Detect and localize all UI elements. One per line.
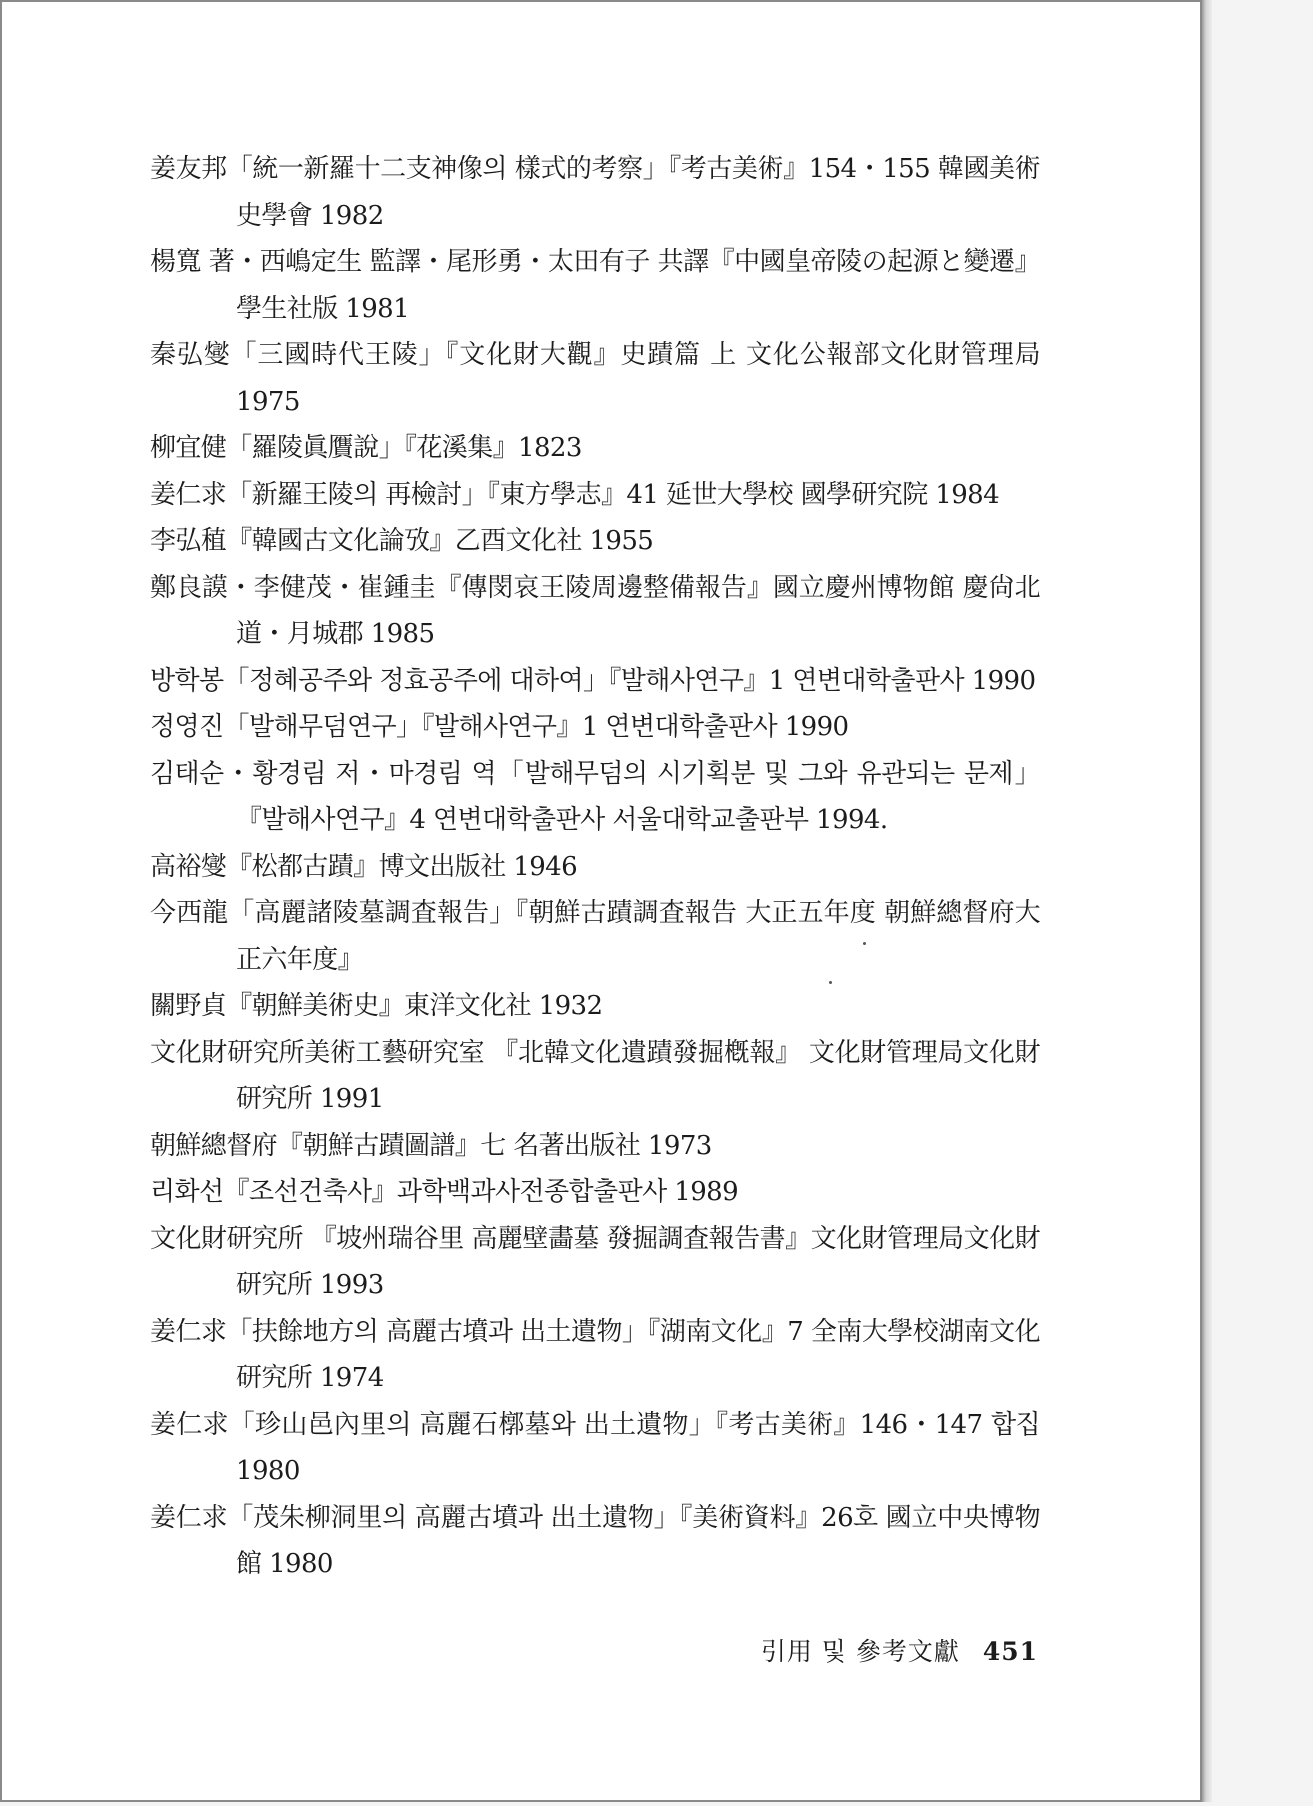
reference-entry: 柳宜健「羅陵眞贋說」『花溪集』1823 bbox=[150, 433, 582, 463]
reference-list bbox=[150, 146, 1040, 1588]
reference-entry: 姜仁求「扶餘地方의 高麗古墳과 出土遺物」『湖南文化』7 全南大學校湖南文化研究所 1974 bbox=[150, 1316, 1040, 1393]
reference-entry: 楊寬 著・西嶋定生 監譯・尾形勇・太田有子 共譯『中國皇帝陵の起源と變遷』學生社版 1981 bbox=[150, 247, 1040, 324]
page-footer bbox=[702, 1632, 1038, 1668]
reference-entry: 秦弘燮「三國時代王陵」『文化財大觀』史蹟篇 上 文化公報部文化財管理局 1975 bbox=[150, 340, 1040, 417]
reference-entry: 高裕燮『松都古蹟』博文出版社 1946 bbox=[150, 851, 578, 882]
reference-entry: 姜仁求「茂朱柳洞里의 高麗古墳과 出土遺物」『美術資料』26호 國立中央博物館 1980 bbox=[150, 1502, 1040, 1579]
running-section-title: 引用 및 參考文獻 bbox=[760, 1637, 960, 1666]
reference-entry: 김태순・황경림 저・마경림 역「발해무덤의 시기획분 및 그와 유관되는 문제」『발해사연구』4 연변대학출판사 서울대학교출판부 1994. bbox=[150, 758, 1040, 835]
reference-entry: 文化財研究所 『坡州瑞谷里 高麗壁畵墓 發掘調査報告書』文化財管理局文化財研究所 1993 bbox=[150, 1223, 1040, 1300]
reference-entry: 방학봉「정혜공주와 정효공주에 대하여」『발해사연구』1 연변대학출판사 1990 bbox=[150, 665, 1036, 696]
page-edge-shadow bbox=[1202, 0, 1212, 1802]
scan-speck bbox=[863, 942, 866, 945]
reference-entry: 姜友邦「統一新羅十二支神像의 樣式的考察」『考古美術』154・155 韓國美術史學會 1982 bbox=[150, 154, 1040, 231]
reference-entry: 姜仁求「新羅王陵의 再檢討」『東方學志』41 延世大學校 國學研究院 1984 bbox=[150, 479, 1000, 510]
page-number: 451 bbox=[982, 1637, 1038, 1666]
scan-speck bbox=[829, 981, 832, 984]
reference-entry: 李弘稙『韓國古文化論攷』乙酉文化社 1955 bbox=[150, 526, 654, 556]
reference-entry: 姜仁求「珍山邑內里의 高麗石槨墓와 出土遺物」『考古美術』146・147 합집 1980 bbox=[150, 1409, 1040, 1486]
reference-entry: 文化財研究所美術工藝研究室 『北韓文化遺蹟發掘槪報』 文化財管理局文化財研究所 1991 bbox=[150, 1037, 1040, 1114]
reference-entry: 關野貞『朝鮮美術史』東洋文化社 1932 bbox=[150, 991, 603, 1021]
reference-entry: 鄭良謨・李健茂・崔鍾圭『傳閔哀王陵周邊整備報告』國立慶州博物館 慶尙北道・月城郡 1985 bbox=[150, 572, 1040, 649]
reference-entry: 정영진「발해무덤연구」『발해사연구』1 연변대학출판사 1990 bbox=[150, 712, 849, 742]
reference-entry: 朝鮮總督府『朝鮮古蹟圖譜』七 名著出版社 1973 bbox=[150, 1130, 712, 1161]
reference-entry: 리화선『조선건축사』과학백과사전종합출판사 1989 bbox=[150, 1177, 739, 1207]
reference-entry: 今西龍「高麗諸陵墓調査報告」『朝鮮古蹟調査報告 大正五年度 朝鮮總督府大正六年度』 bbox=[150, 898, 1040, 975]
